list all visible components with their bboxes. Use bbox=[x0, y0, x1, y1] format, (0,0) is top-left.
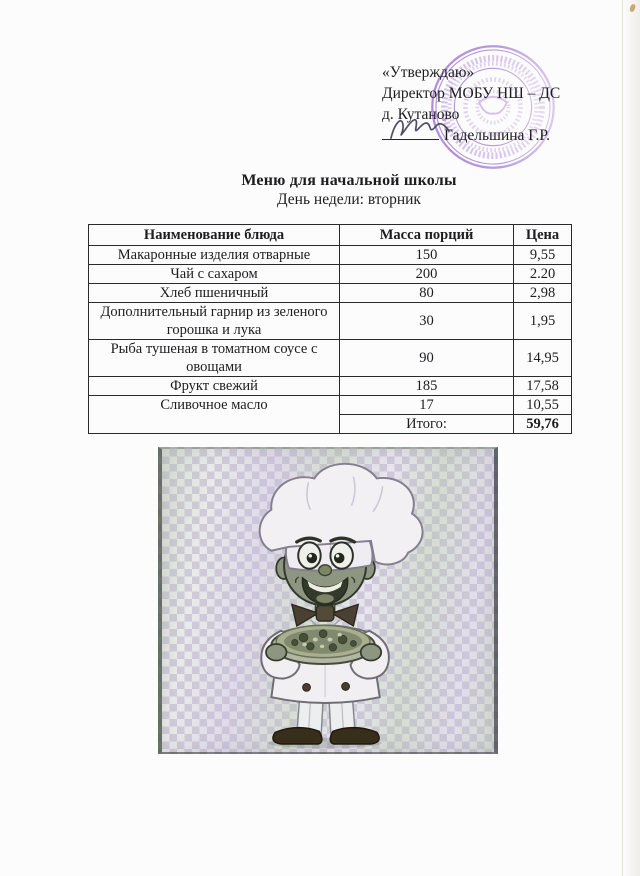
mass-cell: 30 bbox=[340, 303, 514, 340]
dish-cell: Сливочное масло bbox=[89, 396, 340, 434]
signature-row bbox=[382, 125, 560, 146]
page-subtitle: День недели: вторник bbox=[277, 191, 421, 208]
price-cell: 10,55 bbox=[514, 396, 572, 415]
price-cell: 2.20 bbox=[514, 265, 572, 284]
table-row bbox=[89, 303, 572, 340]
table-row bbox=[89, 284, 572, 303]
table-row bbox=[89, 340, 572, 377]
total-value: 59,76 bbox=[514, 415, 572, 434]
signature-line bbox=[382, 125, 439, 140]
approval-quote: «Утверждаю» bbox=[382, 64, 475, 81]
mass-cell: 150 bbox=[340, 246, 514, 265]
column-header-dish: Наименование блюда bbox=[89, 225, 340, 246]
dish-cell: Чай с сахаром bbox=[89, 265, 340, 284]
signer-name: Гадельшина Г.Р. bbox=[444, 127, 550, 144]
chef-with-pizza-icon bbox=[162, 449, 494, 752]
dish-cell: Дополнительный гарнир из зеленого горошка и лука bbox=[89, 303, 340, 340]
menu-table bbox=[88, 224, 572, 434]
price-cell: 14,95 bbox=[514, 340, 572, 377]
total-label: Итого: bbox=[340, 415, 514, 434]
mass-cell: 90 bbox=[340, 340, 514, 377]
approval-position: Директор МОБУ НШ – ДС bbox=[382, 85, 561, 102]
table-header-row bbox=[89, 225, 572, 246]
approval-block bbox=[382, 62, 560, 146]
dish-cell: Макаронные изделия отварные bbox=[89, 246, 340, 265]
scan-edge bbox=[622, 0, 640, 876]
column-header-price: Цена bbox=[514, 225, 572, 246]
chef-illustration bbox=[158, 447, 498, 754]
table-row bbox=[89, 396, 572, 415]
dish-cell: Фрукт свежий bbox=[89, 377, 340, 396]
mass-cell: 17 bbox=[340, 396, 514, 415]
mass-cell: 200 bbox=[340, 265, 514, 284]
approval-place: д. Кутаново bbox=[382, 106, 460, 123]
page-title: Меню для начальной школы bbox=[241, 172, 457, 189]
table-row bbox=[89, 265, 572, 284]
title-block bbox=[0, 172, 640, 209]
price-cell: 1,95 bbox=[514, 303, 572, 340]
mass-cell: 80 bbox=[340, 284, 514, 303]
dish-cell: Хлеб пшеничный bbox=[89, 284, 340, 303]
price-cell: 2,98 bbox=[514, 284, 572, 303]
mass-cell: 185 bbox=[340, 377, 514, 396]
table-row bbox=[89, 377, 572, 396]
column-header-mass: Масса порций bbox=[340, 225, 514, 246]
price-cell: 9,55 bbox=[514, 246, 572, 265]
table-row bbox=[89, 246, 572, 265]
dish-cell: Рыба тушеная в томатном соусе с овощами bbox=[89, 340, 340, 377]
price-cell: 17,58 bbox=[514, 377, 572, 396]
